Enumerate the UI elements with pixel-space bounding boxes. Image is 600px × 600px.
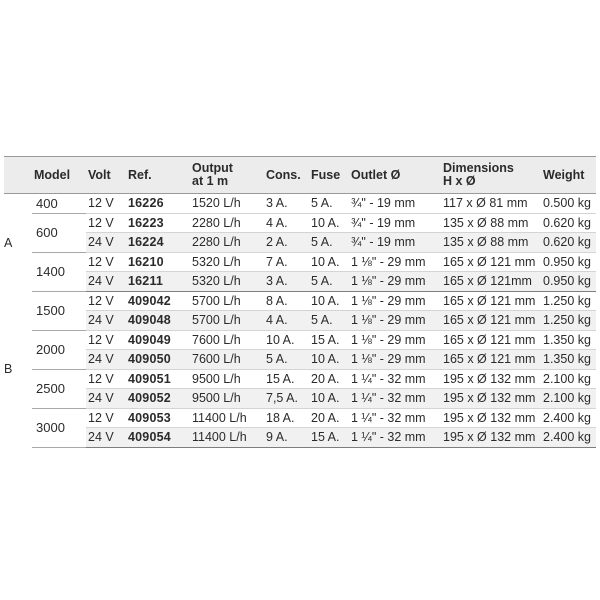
header-model: Model [32,157,86,194]
ref-cell: 409049 [126,330,190,350]
dimensions-cell: 195 x Ø 132 mm [441,428,541,448]
fuse-cell: 5 A. [309,233,349,253]
volt-cell: 12 V [86,252,126,272]
fuse-cell: 20 A. [309,369,349,389]
ref-cell: 16210 [126,252,190,272]
model-cell: 3000 [32,408,86,447]
outlet-cell: ¾" - 19 mm [349,194,441,214]
outlet-cell: 1 ¼" - 32 mm [349,369,441,389]
ref-cell: 409050 [126,350,190,370]
outlet-cell: 1 ⅛" - 29 mm [349,252,441,272]
table-row [4,213,596,233]
volt-cell: 24 V [86,350,126,370]
ref-cell: 409053 [126,408,190,428]
group-label: B [4,291,32,447]
outlet-cell: 1 ⅛" - 29 mm [349,272,441,292]
model-cell: 2000 [32,330,86,369]
outlet-cell: 1 ⅛" - 29 mm [349,311,441,331]
cons-cell: 7,5 A. [264,389,309,409]
fuse-cell: 10 A. [309,350,349,370]
volt-cell: 24 V [86,233,126,253]
header-dimensions-label: Dimensions [443,161,514,175]
header-weight: Weight [541,157,596,194]
dimensions-cell: 165 x Ø 121 mm [441,311,541,331]
volt-cell: 12 V [86,291,126,311]
ref-cell: 409052 [126,389,190,409]
outlet-cell: 1 ¼" - 32 mm [349,428,441,448]
cons-cell: 5 A. [264,350,309,370]
ref-cell: 409048 [126,311,190,331]
ref-cell: 409051 [126,369,190,389]
cons-cell: 9 A. [264,428,309,448]
spec-table [4,156,596,448]
output-cell: 11400 L/h [190,428,264,448]
header-output-label: Output [192,161,233,175]
cons-cell: 3 A. [264,272,309,292]
model-cell: 400 [32,194,86,214]
outlet-cell: 1 ¼" - 32 mm [349,408,441,428]
output-cell: 1520 L/h [190,194,264,214]
outlet-cell: ¾" - 19 mm [349,213,441,233]
fuse-cell: 10 A. [309,389,349,409]
ref-cell: 16223 [126,213,190,233]
ref-cell: 16224 [126,233,190,253]
spec-table-body [4,194,596,448]
header-output-sub: at 1 m [192,174,229,188]
cons-cell: 7 A. [264,252,309,272]
fuse-cell: 15 A. [309,330,349,350]
weight-cell: 1.350 kg [541,350,596,370]
dimensions-cell: 165 x Ø 121 mm [441,252,541,272]
table-row [4,330,596,350]
volt-cell: 24 V [86,311,126,331]
volt-cell: 24 V [86,389,126,409]
output-cell: 5700 L/h [190,311,264,331]
output-cell: 7600 L/h [190,330,264,350]
volt-cell: 24 V [86,428,126,448]
output-cell: 9500 L/h [190,369,264,389]
volt-cell: 12 V [86,213,126,233]
dimensions-cell: 195 x Ø 132 mm [441,408,541,428]
outlet-cell: 1 ⅛" - 29 mm [349,330,441,350]
output-cell: 11400 L/h [190,408,264,428]
outlet-cell: 1 ¼" - 32 mm [349,389,441,409]
cons-cell: 15 A. [264,369,309,389]
dimensions-cell: 195 x Ø 132 mm [441,369,541,389]
output-cell: 2280 L/h [190,233,264,253]
header-outlet: Outlet Ø [349,157,441,194]
volt-cell: 12 V [86,369,126,389]
weight-cell: 0.950 kg [541,252,596,272]
table-row [4,194,596,214]
output-cell: 5700 L/h [190,291,264,311]
dimensions-cell: 165 x Ø 121 mm [441,350,541,370]
header-dimensions [441,157,541,194]
ref-cell: 409054 [126,428,190,448]
dimensions-cell: 135 x Ø 88 mm [441,233,541,253]
table-row [4,428,596,448]
table-row [4,389,596,409]
cons-cell: 8 A. [264,291,309,311]
header-fuse: Fuse [309,157,349,194]
fuse-cell: 5 A. [309,272,349,292]
fuse-cell: 5 A. [309,311,349,331]
cons-cell: 18 A. [264,408,309,428]
cons-cell: 10 A. [264,330,309,350]
cons-cell: 3 A. [264,194,309,214]
volt-cell: 12 V [86,194,126,214]
cons-cell: 2 A. [264,233,309,253]
weight-cell: 1.250 kg [541,311,596,331]
weight-cell: 1.350 kg [541,330,596,350]
outlet-cell: ¾" - 19 mm [349,233,441,253]
weight-cell: 2.100 kg [541,369,596,389]
fuse-cell: 20 A. [309,408,349,428]
weight-cell: 2.400 kg [541,408,596,428]
header-output [190,157,264,194]
fuse-cell: 5 A. [309,194,349,214]
output-cell: 5320 L/h [190,252,264,272]
weight-cell: 0.500 kg [541,194,596,214]
header-cons: Cons. [264,157,309,194]
weight-cell: 0.620 kg [541,213,596,233]
volt-cell: 24 V [86,272,126,292]
dimensions-cell: 117 x Ø 81 mm [441,194,541,214]
table-row [4,291,596,311]
header-volt: Volt [86,157,126,194]
table-row [4,369,596,389]
ref-cell: 409042 [126,291,190,311]
output-cell: 2280 L/h [190,213,264,233]
header-dimensions-sub: H x Ø [443,174,476,188]
cons-cell: 4 A. [264,213,309,233]
dimensions-cell: 165 x Ø 121 mm [441,291,541,311]
table-row [4,233,596,253]
table-row [4,252,596,272]
volt-cell: 12 V [86,408,126,428]
volt-cell: 12 V [86,330,126,350]
fuse-cell: 10 A. [309,252,349,272]
header-ref: Ref. [126,157,190,194]
cons-cell: 4 A. [264,311,309,331]
fuse-cell: 15 A. [309,428,349,448]
output-cell: 5320 L/h [190,272,264,292]
fuse-cell: 10 A. [309,291,349,311]
ref-cell: 16226 [126,194,190,214]
table-row [4,350,596,370]
outlet-cell: 1 ⅛" - 29 mm [349,350,441,370]
dimensions-cell: 195 x Ø 132 mm [441,389,541,409]
model-cell: 600 [32,213,86,252]
weight-cell: 2.100 kg [541,389,596,409]
dimensions-cell: 165 x Ø 121 mm [441,330,541,350]
weight-cell: 2.400 kg [541,428,596,448]
model-cell: 2500 [32,369,86,408]
model-cell: 1400 [32,252,86,291]
model-cell: 1500 [32,291,86,330]
group-label: A [4,194,32,292]
weight-cell: 1.250 kg [541,291,596,311]
header-group [4,157,32,194]
dimensions-cell: 135 x Ø 88 mm [441,213,541,233]
outlet-cell: 1 ⅛" - 29 mm [349,291,441,311]
output-cell: 7600 L/h [190,350,264,370]
header-row [4,157,596,194]
table-row [4,408,596,428]
ref-cell: 16211 [126,272,190,292]
table-row [4,272,596,292]
fuse-cell: 10 A. [309,213,349,233]
table-row [4,311,596,331]
weight-cell: 0.620 kg [541,233,596,253]
dimensions-cell: 165 x Ø 121mm [441,272,541,292]
output-cell: 9500 L/h [190,389,264,409]
weight-cell: 0.950 kg [541,272,596,292]
